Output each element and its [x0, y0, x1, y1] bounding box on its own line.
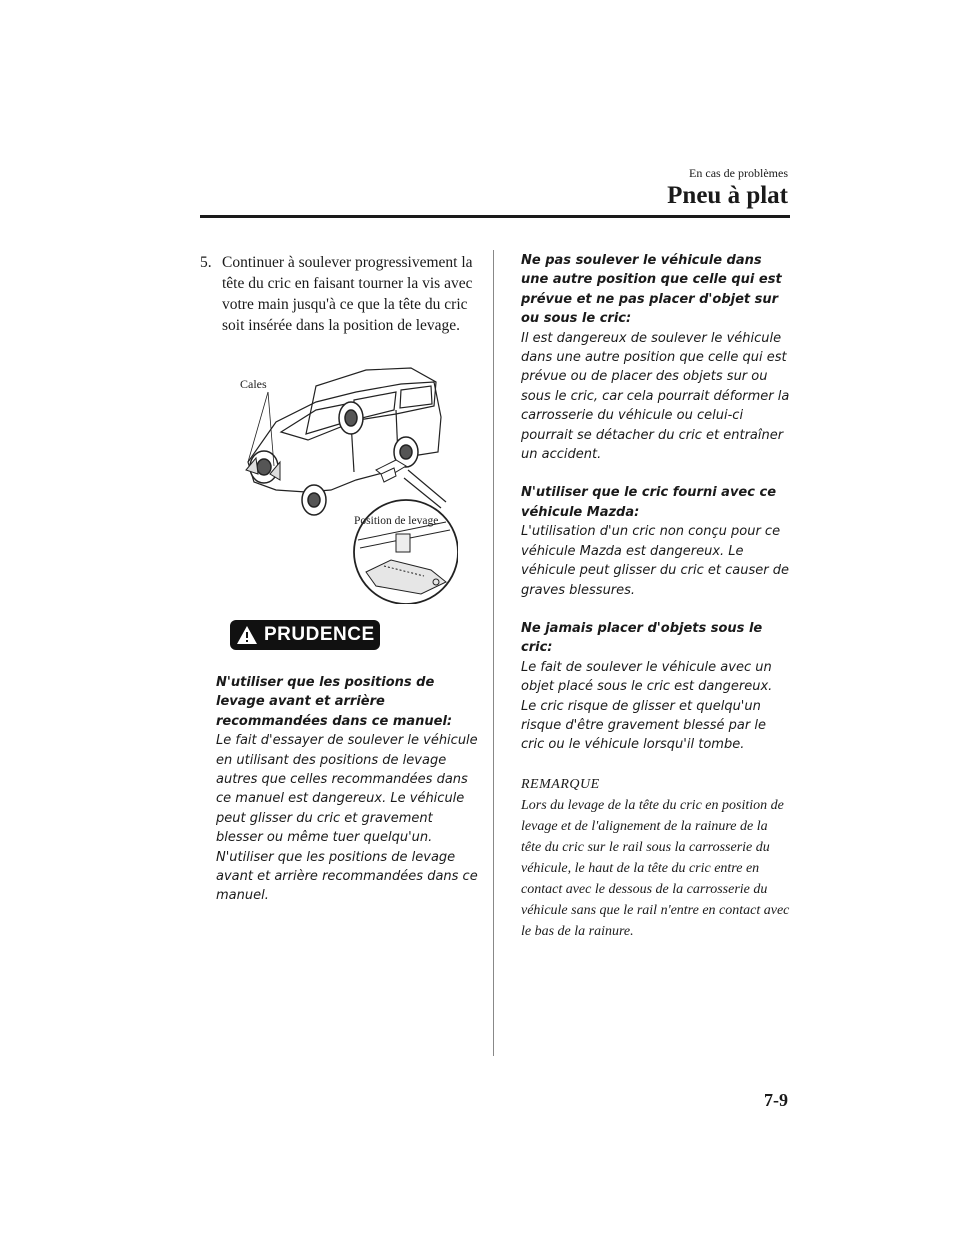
- remark-body: Lors du levage de la tête du cric en position de levage et de l'alignement de la rainure de la tête du cric sur le rail sous la carrosserie du véhicule, le haut de la tête du cric entre en contact avec le dessous de la carrosserie du véhicule sans que le rail n'entre en contact avec le bas de la rainure.: [521, 797, 790, 939]
- warning-body: Le fait de soulever le véhicule avec un objet placé sous le cric est dangereux. Le cric risque de glisser et quelqu'un risque d'être gravement blessé par le cric ou le véhicule lorsqu'il tombe.: [521, 659, 773, 753]
- warning-block-2: [521, 251, 791, 464]
- step-text: Continuer à soulever progressivement la tête du cric en faisant tourner la vis avec votre main jusqu'à ce que la tête du cric soit insérée dans la position de levage.: [222, 254, 473, 334]
- warning-body: Le fait d'essayer de soulever le véhicule en utilisant des positions de levage autres que celles recommandées dans ce manuel est dangereux. Le véhicule peut glisser du cric et gravement blesser ou même tuer quelqu'un. N'utiliser que les positions de levage avant et arrière recommandées dans ce manuel.: [216, 733, 478, 904]
- column-divider: [493, 250, 494, 1056]
- remark-heading: REMARQUE: [521, 776, 600, 792]
- caution-banner: [230, 620, 380, 650]
- warning-heading: Ne pas soulever le véhicule dans une autre position que celle qui est prévue et ne pas placer d'objet sur ou sous le cric:: [521, 253, 782, 327]
- page-number: 7-9: [764, 1090, 788, 1110]
- warning-heading: N'utiliser que les positions de levage avant et arrière recommandées dans ce manuel:: [216, 675, 453, 729]
- page-title: Pneu à plat: [667, 182, 788, 209]
- warning-block-1: [216, 673, 478, 906]
- warning-block-4: [521, 619, 791, 755]
- car-on-jack-illustration: [236, 362, 458, 604]
- label-cales: Cales: [240, 377, 267, 391]
- caution-label: PRUDENCE: [264, 624, 375, 645]
- warning-block-3: [521, 483, 791, 599]
- remark-block: [521, 774, 791, 942]
- warning-heading: Ne jamais placer d'objets sous le cric:: [521, 620, 763, 656]
- warning-body: L'utilisation d'un cric non conçu pour ce véhicule Mazda est dangereux. Le véhicule peut glisser du cric et causer de graves blessures.: [521, 524, 789, 598]
- header-rule: [200, 215, 790, 218]
- step-5: [200, 252, 480, 336]
- step-number: 5.: [200, 254, 212, 271]
- section-label: En cas de problèmes: [689, 166, 788, 180]
- warning-heading: N'utiliser que le cric fourni avec ce véhicule Mazda:: [521, 485, 777, 520]
- right-column: [521, 251, 791, 942]
- jack-illustration: [236, 362, 458, 604]
- warning-triangle-icon: [230, 620, 264, 650]
- warning-body: Il est dangereux de soulever le véhicule dans une autre position que celle qui est prévue ou de placer des objets sur ou sous le cric, car cela pourrait déformer la carrosserie du véhicule ou celui-ci pourrait se détacher du cric et entraîner un accident.: [521, 330, 790, 463]
- label-position-levage: Position de levage: [354, 515, 439, 527]
